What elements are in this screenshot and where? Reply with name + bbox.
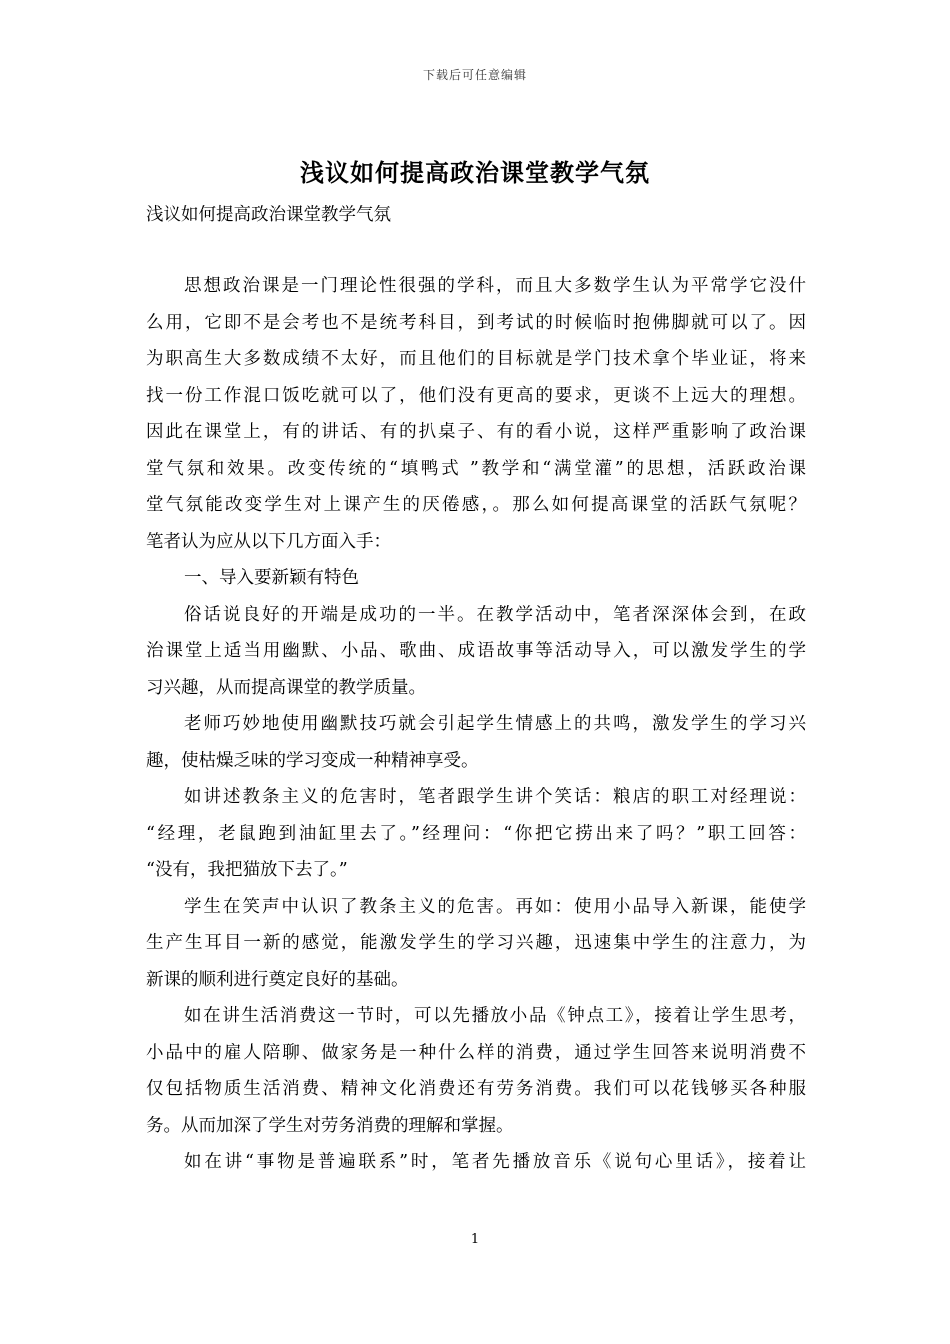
text-line: 治课堂上适当用幽默、小品、歌曲、成语故事等活动导入，可以激发学生的学	[146, 641, 806, 661]
section-heading: 一、导入要新颖有特色	[184, 568, 359, 588]
document-subtitle: 浅议如何提高政治课堂教学气氛	[146, 205, 391, 225]
text-line: 学生在笑声中认识了教条主义的危害。再如：使用小品导入新课，能使学	[184, 896, 806, 917]
text-line: 如在讲生活消费这一节时，可以先播放小品《钟点工》，接着让学生思考，	[184, 1006, 806, 1026]
document-body	[146, 268, 806, 1181]
text-line: 如讲述教条主义的危害时，笔者跟学生讲个笑话：粮店的职工对经理说：	[184, 787, 806, 807]
document-title: 浅议如何提高政治课堂教学气氛	[300, 158, 650, 187]
text-line: 生产生耳目一新的感觉，能激发学生的学习兴趣，迅速集中学生的注意力，为	[146, 933, 806, 953]
text-line: 思想政治课是一门理论性很强的学科，而且大多数学生认为平常学它没什	[184, 276, 806, 296]
text-line: 因此在课堂上，有的讲话、有的扒桌子、有的看小说，这样严重影响了政治课	[146, 422, 806, 442]
text-line: 新课的顺利进行奠定良好的基础。	[146, 969, 409, 990]
text-line: 笔者认为应从以下几方面入手：	[146, 531, 391, 552]
text-line: 务。从而加深了学生对劳务消费的理解和掌握。	[146, 1115, 514, 1136]
text-line: 仅包括物质生活消费、精神文化消费还有劳务消费。我们可以花钱够买各种服	[146, 1079, 806, 1099]
text-line: 如在讲“事物是普遍联系”时，笔者先播放音乐《说句心里话》，接着让	[184, 1152, 806, 1172]
text-line: 么用，它即不是会考也不是统考科目，到考试的时候临时抱佛脚就可以了。因	[146, 312, 806, 333]
text-line: 为职高生大多数成绩不太好，而且他们的目标就是学门技术拿个毕业证，将来	[146, 349, 806, 369]
text-line: 小品中的雇人陪聊、做家务是一种什么样的消费，通过学生回答来说明消费不	[146, 1042, 806, 1063]
text-line: 习兴趣，从而提高课堂的教学质量。	[146, 677, 426, 698]
page-header: 下载后可任意编辑	[422, 68, 527, 82]
text-line: 老师巧妙地使用幽默技巧就会引起学生情感上的共鸣，激发学生的学习兴	[184, 714, 806, 734]
text-line: 俗话说良好的开端是成功的一半。在教学活动中，笔者深深体会到，在政	[184, 604, 806, 625]
text-line: 堂气氛和效果。改变传统的“填鸭式 ”教学和“满堂灌”的思想，活跃政治课	[146, 458, 806, 479]
page-number: 1	[470, 1232, 480, 1247]
text-line: 找一份工作混口饭吃就可以了，他们没有更高的要求，更谈不上远大的理想。	[146, 385, 806, 406]
text-line: “没有，我把猫放下去了。”	[146, 860, 348, 880]
text-line: 堂气氛能改变学生对上课产生的厌倦感，。那么如何提高课堂的活跃气氛呢？	[146, 495, 806, 515]
text-line: “经理，老鼠跑到油缸里去了。”经理问：“你把它捞出来了吗？”职工回答：	[146, 823, 806, 844]
text-line: 趣，使枯燥乏味的学习变成一种精神享受。	[146, 750, 479, 771]
